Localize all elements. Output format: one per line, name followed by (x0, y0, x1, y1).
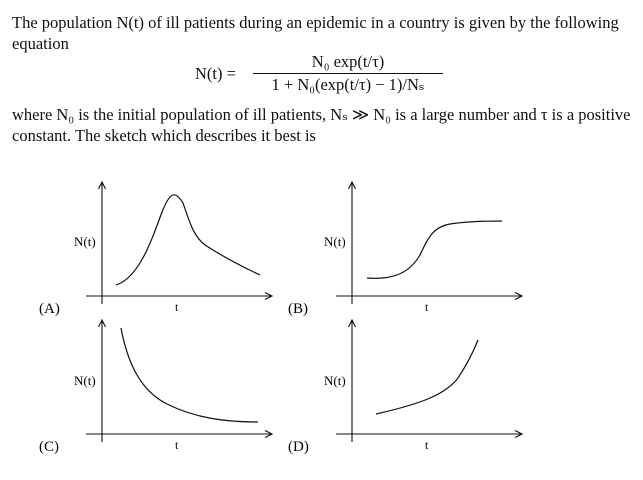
option-c-curve (121, 328, 258, 422)
problem-intro: The population N(t) of ill patients during an epidemic in a country is given by the following equation (12, 13, 619, 53)
option-a-x-label: t (175, 300, 179, 314)
option-b-y-label: N(t) (324, 234, 346, 249)
option-a-y-label: N(t) (74, 234, 96, 249)
option-d-curve (376, 340, 478, 414)
problem-condition: where N₀ is the initial population of ill patients, Nₛ ≫ N₀ is a large number and τ is a positive constant. The sketch which describes it best is (12, 105, 631, 145)
option-a-graph[interactable] (39, 182, 272, 317)
option-b-x-label: t (425, 300, 429, 314)
option-c-x-label: t (175, 438, 179, 452)
option-d-y-label: N(t) (324, 373, 346, 388)
option-b-graph[interactable] (288, 182, 522, 317)
option-d-x-label: t (425, 438, 429, 452)
option-c-graph[interactable] (39, 320, 272, 455)
option-d-label: (D) (288, 439, 309, 455)
equation-lhs: N(t) = (195, 64, 236, 83)
option-c-label: (C) (39, 439, 59, 455)
option-a-curve (116, 195, 260, 285)
equation-denominator: 1 + N₀(exp(t/τ) − 1)/Nₛ (271, 75, 425, 94)
option-a-label: (A) (39, 301, 60, 317)
option-b-label: (B) (288, 301, 308, 317)
option-b-curve (367, 221, 502, 278)
option-d-graph[interactable] (288, 320, 522, 455)
option-c-y-label: N(t) (74, 373, 96, 388)
equation-numerator: N₀ exp(t/τ) (311, 52, 385, 71)
